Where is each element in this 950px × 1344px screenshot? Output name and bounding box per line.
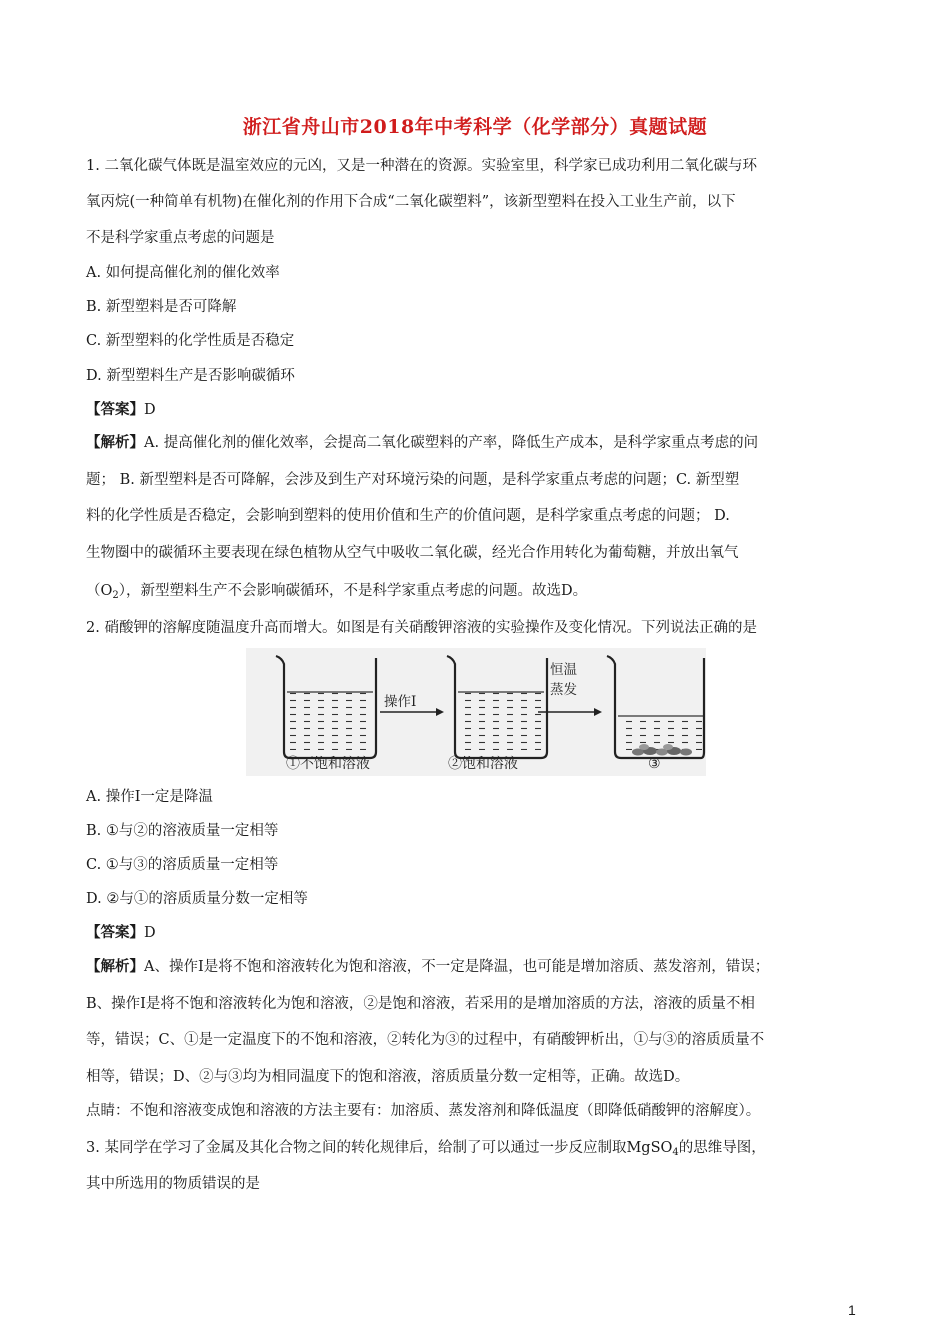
q2-analysis-line: 相等，错误；D、②与③均为相同温度下的饱和溶液，溶质质量分数一定相等，正确。故选D。 (86, 1069, 690, 1085)
analysis-text: （O (86, 583, 113, 599)
q1-option-b: B. 新型塑料是否可降解 (86, 299, 237, 315)
beaker-3-icon (607, 656, 704, 758)
page-title: 浙江省舟山市2018年中考科学（化学部分）真题试题 (242, 116, 708, 138)
q3-stem-line: 其中所选用的物质错误的是 (86, 1176, 260, 1192)
page-number: 1 (848, 1302, 856, 1318)
q1-stem-line: 氧丙烷(一种简单有机物)在催化剂的作用下合成“二氧化碳塑料”，该新型塑料在投入工业生产前，以下 (86, 194, 736, 210)
q1-answer (86, 400, 156, 420)
q1-analysis-line: 题； B. 新型塑料是否可降解，会涉及到生产对环境污染的问题，是科学家重点考虑的问题；C. 新型塑 (86, 472, 740, 488)
beaker-experiment-figure (246, 648, 706, 776)
q3-stem (86, 1138, 766, 1163)
q1-analysis-line: 料的化学性质是否稳定，会影响到塑料的使用价值和生产的价值问题，是科学家重点考虑的问题； D. (86, 508, 730, 524)
q1-analysis-line (86, 581, 587, 606)
q2-analysis-line: B、操作Ⅰ是将不饱和溶液转化为饱和溶液，②是饱和溶液，若采用的是增加溶质的方法，溶液的质量不相 (86, 996, 755, 1012)
q2-option-a: A. 操作Ⅰ一定是降温 (86, 789, 213, 805)
subscript: 2 (112, 590, 119, 601)
beaker-2-label: ②饱和溶液 (448, 756, 518, 772)
subscript: 4 (672, 1147, 679, 1158)
q1-stem-line: 不是科学家重点考虑的问题是 (86, 230, 275, 246)
analysis-label: 【解析】 (86, 958, 144, 975)
q2-analysis-line: 等，错误；C、①是一定温度下的不饱和溶液，②转化为③的过程中，有硝酸钾析出，①与③的溶质质量不 (86, 1032, 765, 1048)
q2-tip: 点睛：不饱和溶液变成饱和溶液的方法主要有：加溶质、蒸发溶剂和降低温度（即降低硝酸钾的溶解度）。 (86, 1103, 761, 1119)
q2-option-b: B. ①与②的溶液质量一定相等 (86, 823, 279, 839)
q3-stem-text: 的思维导图， (678, 1140, 766, 1156)
analysis-text: ），新型塑料生产不会影响碳循环，不是科学家重点考虑的问题。故选D。 (118, 583, 588, 599)
q1-option-a: A. 如何提高催化剂的催化效率 (86, 265, 280, 281)
q1-option-c: C. 新型塑料的化学性质是否稳定 (86, 333, 295, 349)
answer-label: 【答案】 (86, 401, 144, 418)
q1-analysis-line: 生物圈中的碳循环主要表现在绿色植物从空气中吸收二氧化碳，经光合作用转化为葡萄糖，并放出氧气 (86, 545, 739, 561)
answer-value: D (144, 402, 156, 418)
beaker-1-icon (276, 656, 376, 758)
beaker-1-label: ①不饱和溶液 (286, 756, 370, 772)
answer-value: D (144, 925, 156, 941)
arrow-1-label: 操作Ⅰ (384, 694, 417, 710)
arrow-2-label-bottom: 蒸发 (550, 682, 577, 698)
analysis-label: 【解析】 (86, 434, 144, 451)
beaker-2-icon (447, 656, 547, 758)
answer-label: 【答案】 (86, 924, 144, 941)
q3-stem-text: 3. 某同学在学习了金属及其化合物之间的转化规律后，给制了可以通过一步反应制取MgSO (86, 1140, 673, 1156)
q2-stem: 2. 硝酸钾的溶解度随温度升高而增大。如图是有关硝酸钾溶液的实验操作及变化情况。下列说法正确的是 (86, 620, 757, 636)
q1-stem-line: 1. 二氧化碳气体既是温室效应的元凶，又是一种潜在的资源。实验室里，科学家已成功利用二氧化碳与环 (86, 158, 757, 174)
arrow-2-label-top: 恒温 (550, 662, 577, 678)
q2-option-c: C. ①与③的溶质质量一定相等 (86, 857, 279, 873)
analysis-text: A. 提高催化剂的催化效率，会提高二氧化碳塑料的产率，降低生产成本，是科学家重点考虑的问 (144, 435, 759, 451)
beaker-3-label: ③ (648, 756, 661, 772)
q2-analysis-line (86, 957, 769, 977)
q2-option-d: D. ②与①的溶质质量分数一定相等 (86, 891, 308, 907)
q1-analysis-line (86, 433, 758, 453)
q1-option-d: D. 新型塑料生产是否影响碳循环 (86, 368, 295, 384)
q2-answer (86, 923, 156, 943)
analysis-text: A、操作Ⅰ是将不饱和溶液转化为饱和溶液，不一定是降温，也可能是增加溶质、蒸发溶剂，错误； (144, 959, 770, 975)
